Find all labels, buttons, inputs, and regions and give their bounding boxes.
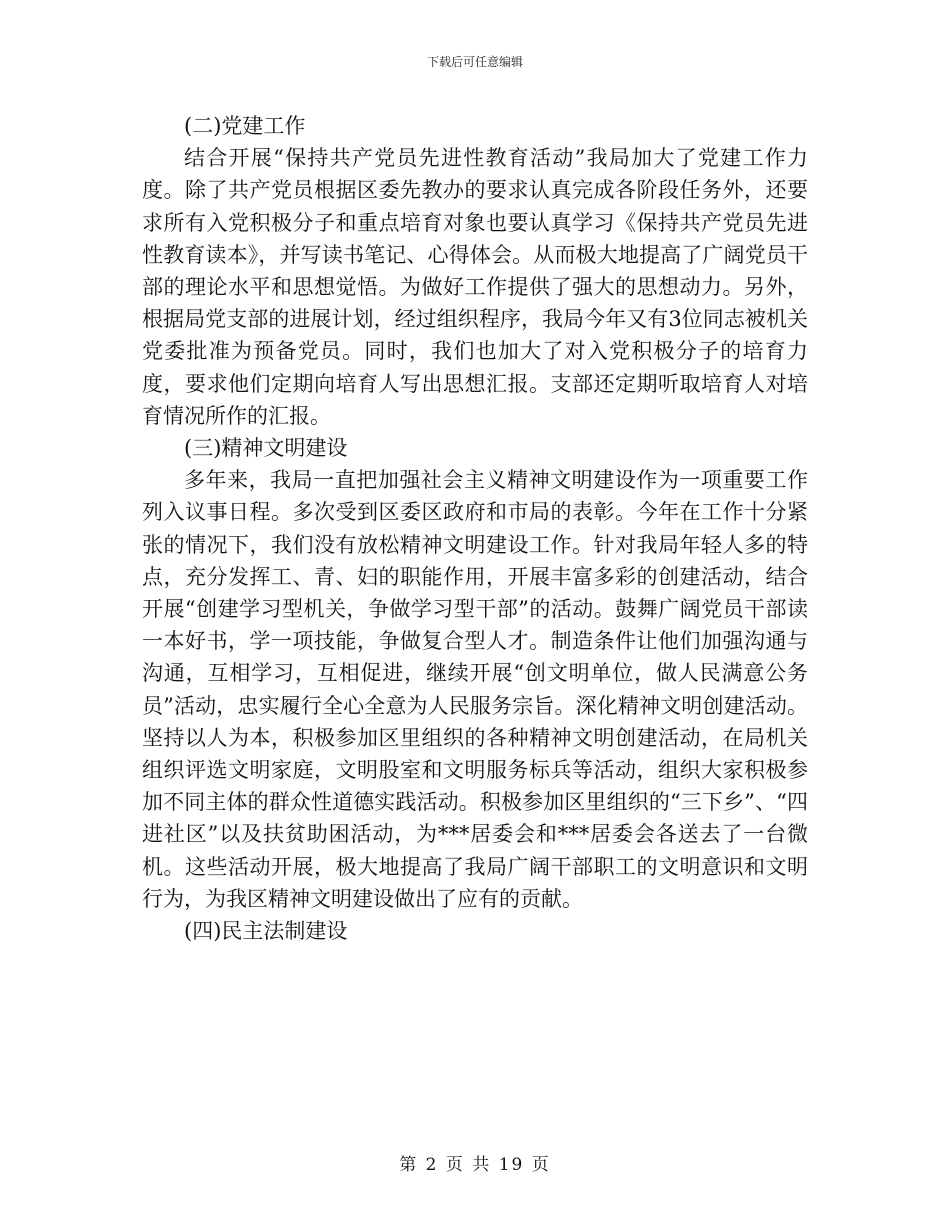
document-body bbox=[142, 110, 808, 947]
page-header: 下载后可任意编辑 bbox=[426, 55, 523, 69]
section-heading-party-building: (二)党建工作 bbox=[184, 114, 306, 138]
paragraph-party-building: 结合开展“保持共产党员先进性教育活动”我局加大了党建工作力度。除了共产党员根据区委先教办的要求认真完成各阶段任务外，还要求所有入党积极分子和重点培育对象也要认真学习《保持共产党员先进性教育读本》，并写读书笔记、心得体会。从而极大地提高了广阔党员干部的理论水平和思想觉悟。为做好工作提供了强大的思想动力。另外，根据局党支部的进展计划，经过组织程序，我局今年又有3位同志被机关党委批准为预备党员。同时，我们也加大了对入党积极分子的培育力度，要求他们定期向培育人写出思想汇报。支部还定期听取培育人对培育情况所作的汇报。 bbox=[142, 146, 808, 428]
paragraph-spiritual-civilization: 多年来，我局一直把加强社会主义精神文明建设作为一项重要工作列入议事日程。多次受到区委区政府和市局的表彰。今年在工作十分紧张的情况下，我们没有放松精神文明建设工作。针对我局年轻人多的特点，充分发挥工、青、妇的职能作用，开展丰富多彩的创建活动，结合开展“创建学习型机关，争做学习型干部”的活动。鼓舞广阔党员干部读一本好书，学一项技能，争做复合型人才。制造条件让他们加强沟通与沟通，互相学习，互相促进，继续开展“创文明单位，做人民满意公务员”活动，忠实履行全心全意为人民服务宗旨。深化精神文明创建活动。坚持以人为本，积极参加区里组织的各种精神文明创建活动，在局机关组织评选文明家庭，文明股室和文明服务标兵等活动，组织大家积极参加不同主体的群众性道德实践活动。积极参加区里组织的“三下乡”、“四进社区”以及扶贫助困活动，为***居委会和***居委会各送去了一台微机。这些活动开展，极大地提高了我局广阔干部职工的文明意识和文明行为，为我区精神文明建设做出了应有的贡献。 bbox=[142, 468, 808, 911]
page-number-footer: 第 2 页 共 19 页 bbox=[399, 1155, 551, 1175]
section-heading-spiritual-civilization: (三)精神文明建设 bbox=[184, 436, 348, 461]
section-heading-democracy-legal: (四)民主法制建设 bbox=[184, 919, 348, 944]
